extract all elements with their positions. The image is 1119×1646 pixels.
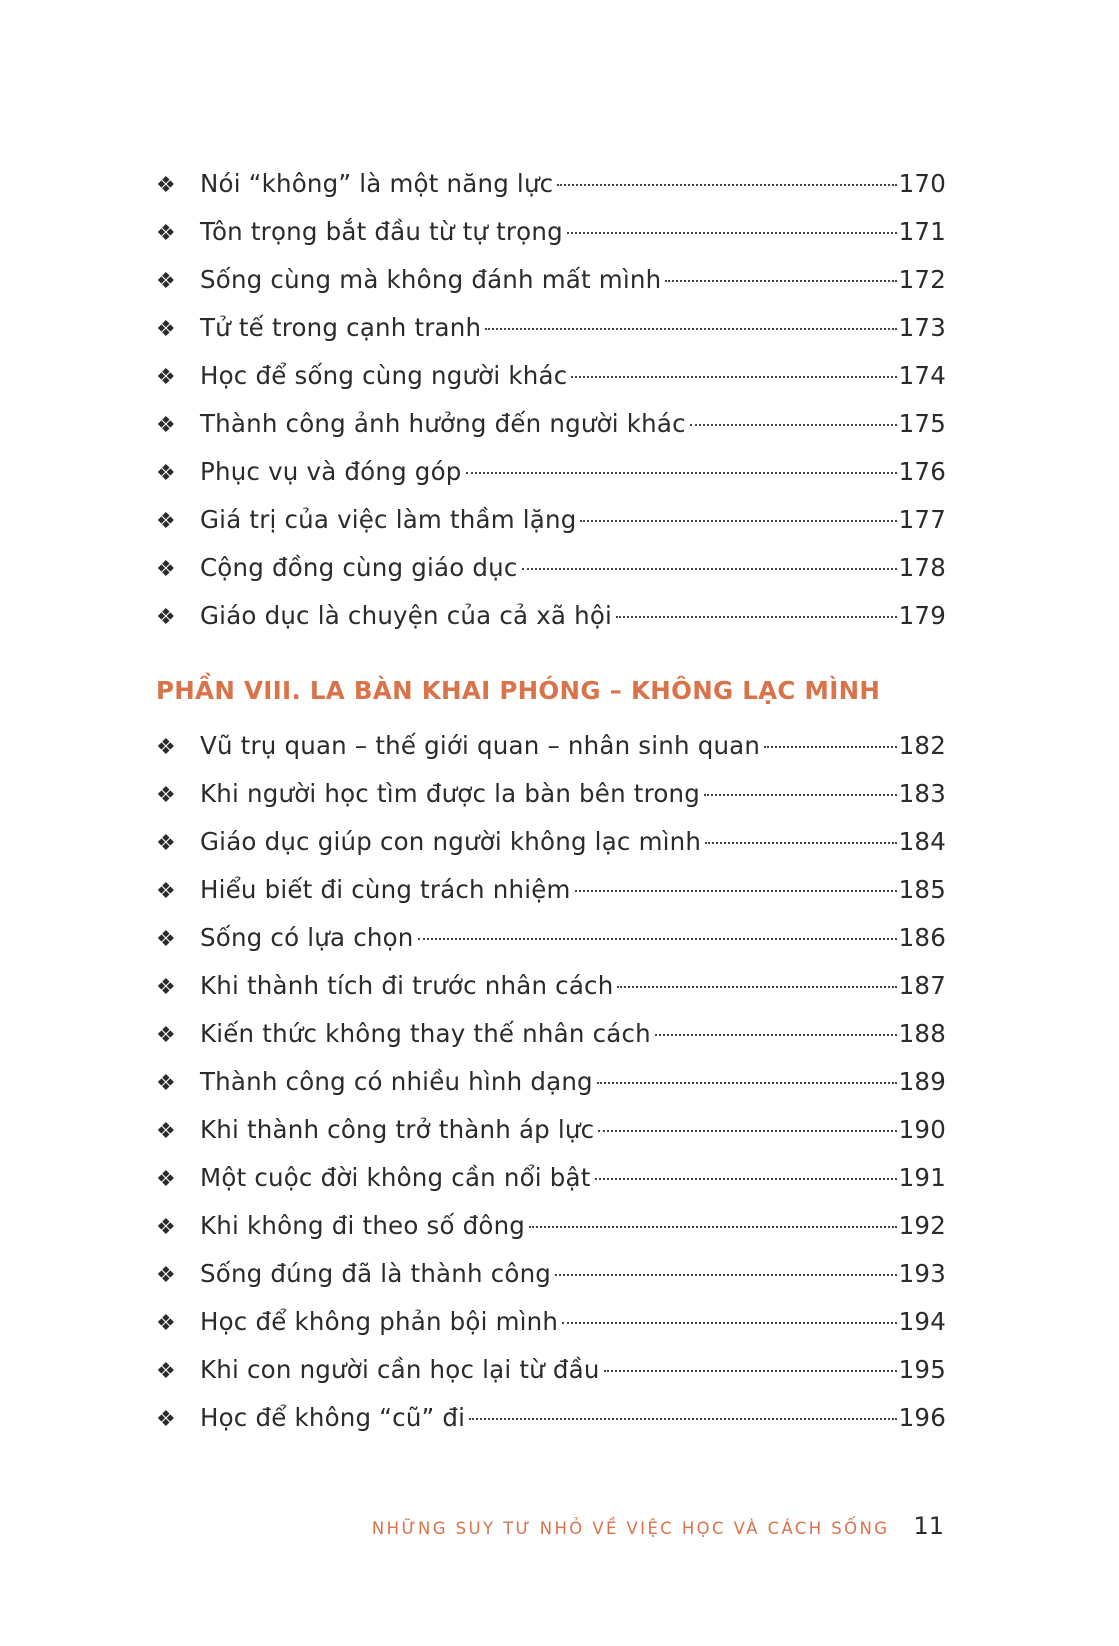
toc-entry[interactable]: [156, 160, 946, 208]
toc-entry-page: 195: [898, 1355, 946, 1384]
diamond-bullet-icon: ❖: [156, 1167, 176, 1192]
dot-leader: [575, 890, 897, 892]
diamond-bullet-icon: ❖: [156, 413, 176, 438]
toc-entry-page: 170: [898, 169, 946, 198]
toc-entry[interactable]: [156, 448, 946, 496]
toc-entry-page: 179: [898, 601, 946, 630]
diamond-bullet-icon: ❖: [156, 221, 176, 246]
dot-leader: [567, 232, 897, 234]
toc-entry[interactable]: [156, 866, 946, 914]
toc-entry-page: 187: [898, 971, 946, 1000]
diamond-bullet-icon: ❖: [156, 1023, 176, 1048]
dot-leader: [616, 616, 897, 618]
toc-entry[interactable]: [156, 914, 946, 962]
diamond-bullet-icon: ❖: [156, 783, 176, 808]
toc-list-part-b: [156, 722, 946, 1442]
toc-entry-title: Sống cùng mà không đánh mất mình: [200, 265, 662, 294]
toc-entry-page: 182: [898, 731, 946, 760]
toc-entry-title: Tôn trọng bắt đầu từ tự trọng: [200, 217, 563, 246]
toc-entry-title: Khi thành tích đi trước nhân cách: [200, 971, 614, 1000]
diamond-bullet-icon: ❖: [156, 831, 176, 856]
toc-entry[interactable]: [156, 1154, 946, 1202]
toc-entry-title: Học để sống cùng người khác: [200, 361, 568, 390]
toc-list-part-a: [156, 160, 946, 640]
running-footer-title: NHỮNG SUY TƯ NHỎ VỀ VIỆC HỌC VÀ CÁCH SỐNG: [371, 1519, 890, 1538]
toc-entry-title: Khi không đi theo số đông: [200, 1211, 526, 1240]
toc-entry-title: Khi con người cần học lại từ đầu: [200, 1355, 600, 1384]
toc-entry[interactable]: [156, 1250, 946, 1298]
toc-entry-title: Giáo dục là chuyện của cả xã hội: [200, 601, 613, 630]
toc-entry-page: 177: [898, 505, 946, 534]
toc-entry-title: Một cuộc đời không cần nổi bật: [200, 1163, 591, 1192]
dot-leader: [690, 424, 897, 426]
toc-entry-page: 194: [898, 1307, 946, 1336]
toc-entry[interactable]: [156, 304, 946, 352]
diamond-bullet-icon: ❖: [156, 1311, 176, 1336]
diamond-bullet-icon: ❖: [156, 269, 176, 294]
dot-leader: [598, 1130, 896, 1132]
dot-leader: [485, 328, 896, 330]
toc-entry-title: Sống có lựa chọn: [200, 923, 414, 952]
diamond-bullet-icon: ❖: [156, 1071, 176, 1096]
dot-leader: [418, 938, 897, 940]
toc-entry-page: 183: [898, 779, 946, 808]
dot-leader: [655, 1034, 897, 1036]
toc-entry[interactable]: [156, 962, 946, 1010]
toc-entry-page: 184: [898, 827, 946, 856]
toc-entry-page: 192: [898, 1211, 946, 1240]
toc-entry-title: Kiến thức không thay thế nhân cách: [200, 1019, 651, 1048]
toc-entry-title: Khi thành công trở thành áp lực: [200, 1115, 595, 1144]
diamond-bullet-icon: ❖: [156, 605, 176, 630]
dot-leader: [562, 1322, 896, 1324]
toc-entry-title: Cộng đồng cùng giáo dục: [200, 553, 518, 582]
toc-entry[interactable]: [156, 1010, 946, 1058]
diamond-bullet-icon: ❖: [156, 1263, 176, 1288]
section-heading: PHẦN VIII. LA BÀN KHAI PHÓNG – KHÔNG LẠC MÌNH: [156, 676, 881, 705]
toc-entry[interactable]: [156, 1346, 946, 1394]
toc-entry[interactable]: [156, 770, 946, 818]
dot-leader: [617, 986, 896, 988]
toc-entry-title: Giá trị của việc làm thầm lặng: [200, 505, 577, 534]
toc-entry[interactable]: [156, 496, 946, 544]
toc-entry-page: 193: [898, 1259, 946, 1288]
toc-entry-title: Học để không phản bội mình: [200, 1307, 559, 1336]
toc-entry-page: 174: [898, 361, 946, 390]
toc-entry-page: 175: [898, 409, 946, 438]
diamond-bullet-icon: ❖: [156, 1359, 176, 1384]
dot-leader: [571, 376, 896, 378]
toc-entry-title: Nói “không” là một năng lực: [200, 169, 554, 198]
toc-entry[interactable]: [156, 352, 946, 400]
toc-entry[interactable]: [156, 592, 946, 640]
dot-leader: [665, 280, 896, 282]
toc-entry-title: Học để không “cũ” đi: [200, 1403, 466, 1432]
dot-leader: [557, 184, 896, 186]
diamond-bullet-icon: ❖: [156, 1407, 176, 1432]
toc-entry[interactable]: [156, 544, 946, 592]
diamond-bullet-icon: ❖: [156, 879, 176, 904]
dot-leader: [580, 520, 896, 522]
toc-entry-page: 191: [898, 1163, 946, 1192]
toc-entry-page: 196: [898, 1403, 946, 1432]
toc-entry[interactable]: [156, 256, 946, 304]
diamond-bullet-icon: ❖: [156, 461, 176, 486]
toc-entry-page: 172: [898, 265, 946, 294]
toc-entry[interactable]: [156, 722, 946, 770]
toc-entry[interactable]: [156, 1106, 946, 1154]
diamond-bullet-icon: ❖: [156, 735, 176, 760]
toc-entry-title: Hiểu biết đi cùng trách nhiệm: [200, 875, 571, 904]
page-footer: [372, 1512, 944, 1540]
toc-entry[interactable]: [156, 1058, 946, 1106]
dot-leader: [466, 472, 897, 474]
dot-leader: [604, 1370, 897, 1372]
dot-leader: [522, 568, 897, 570]
dot-leader: [704, 794, 897, 796]
dot-leader: [597, 1082, 897, 1084]
diamond-bullet-icon: ❖: [156, 173, 176, 198]
toc-entry[interactable]: [156, 1394, 946, 1442]
toc-entry-title: Phục vụ và đóng góp: [200, 457, 462, 486]
diamond-bullet-icon: ❖: [156, 1215, 176, 1240]
dot-leader: [705, 842, 897, 844]
toc-entry-title: Tử tế trong cạnh tranh: [200, 313, 482, 342]
dot-leader: [469, 1418, 896, 1420]
toc-entry-page: 186: [898, 923, 946, 952]
toc-entry-page: 171: [898, 217, 946, 246]
toc-entry-title: Thành công ảnh hưởng đến người khác: [200, 409, 686, 438]
toc-entry[interactable]: [156, 208, 946, 256]
toc-entry-page: 185: [898, 875, 946, 904]
toc-entry-page: 178: [898, 553, 946, 582]
page-number: 11: [913, 1512, 944, 1540]
toc-entry-page: 190: [898, 1115, 946, 1144]
toc-entry-title: Thành công có nhiều hình dạng: [200, 1067, 593, 1096]
dot-leader: [764, 746, 897, 748]
toc-entry[interactable]: [156, 1298, 946, 1346]
toc-entry-title: Khi người học tìm được la bàn bên trong: [200, 779, 700, 808]
dot-leader: [529, 1226, 897, 1228]
diamond-bullet-icon: ❖: [156, 557, 176, 582]
dot-leader: [555, 1274, 897, 1276]
toc-entry-title: Sống đúng đã là thành công: [200, 1259, 552, 1288]
toc-entry-page: 188: [898, 1019, 946, 1048]
toc-entry[interactable]: [156, 818, 946, 866]
toc-entry-title: Vũ trụ quan – thế giới quan – nhân sinh quan: [200, 731, 761, 760]
toc-entry-page: 189: [898, 1067, 946, 1096]
diamond-bullet-icon: ❖: [156, 1119, 176, 1144]
toc-entry[interactable]: [156, 400, 946, 448]
toc-entry[interactable]: [156, 1202, 946, 1250]
diamond-bullet-icon: ❖: [156, 317, 176, 342]
diamond-bullet-icon: ❖: [156, 927, 176, 952]
diamond-bullet-icon: ❖: [156, 975, 176, 1000]
toc-entry-page: 176: [898, 457, 946, 486]
diamond-bullet-icon: ❖: [156, 365, 176, 390]
toc-entry-title: Giáo dục giúp con người không lạc mình: [200, 827, 702, 856]
diamond-bullet-icon: ❖: [156, 509, 176, 534]
dot-leader: [595, 1178, 897, 1180]
toc-entry-page: 173: [898, 313, 946, 342]
